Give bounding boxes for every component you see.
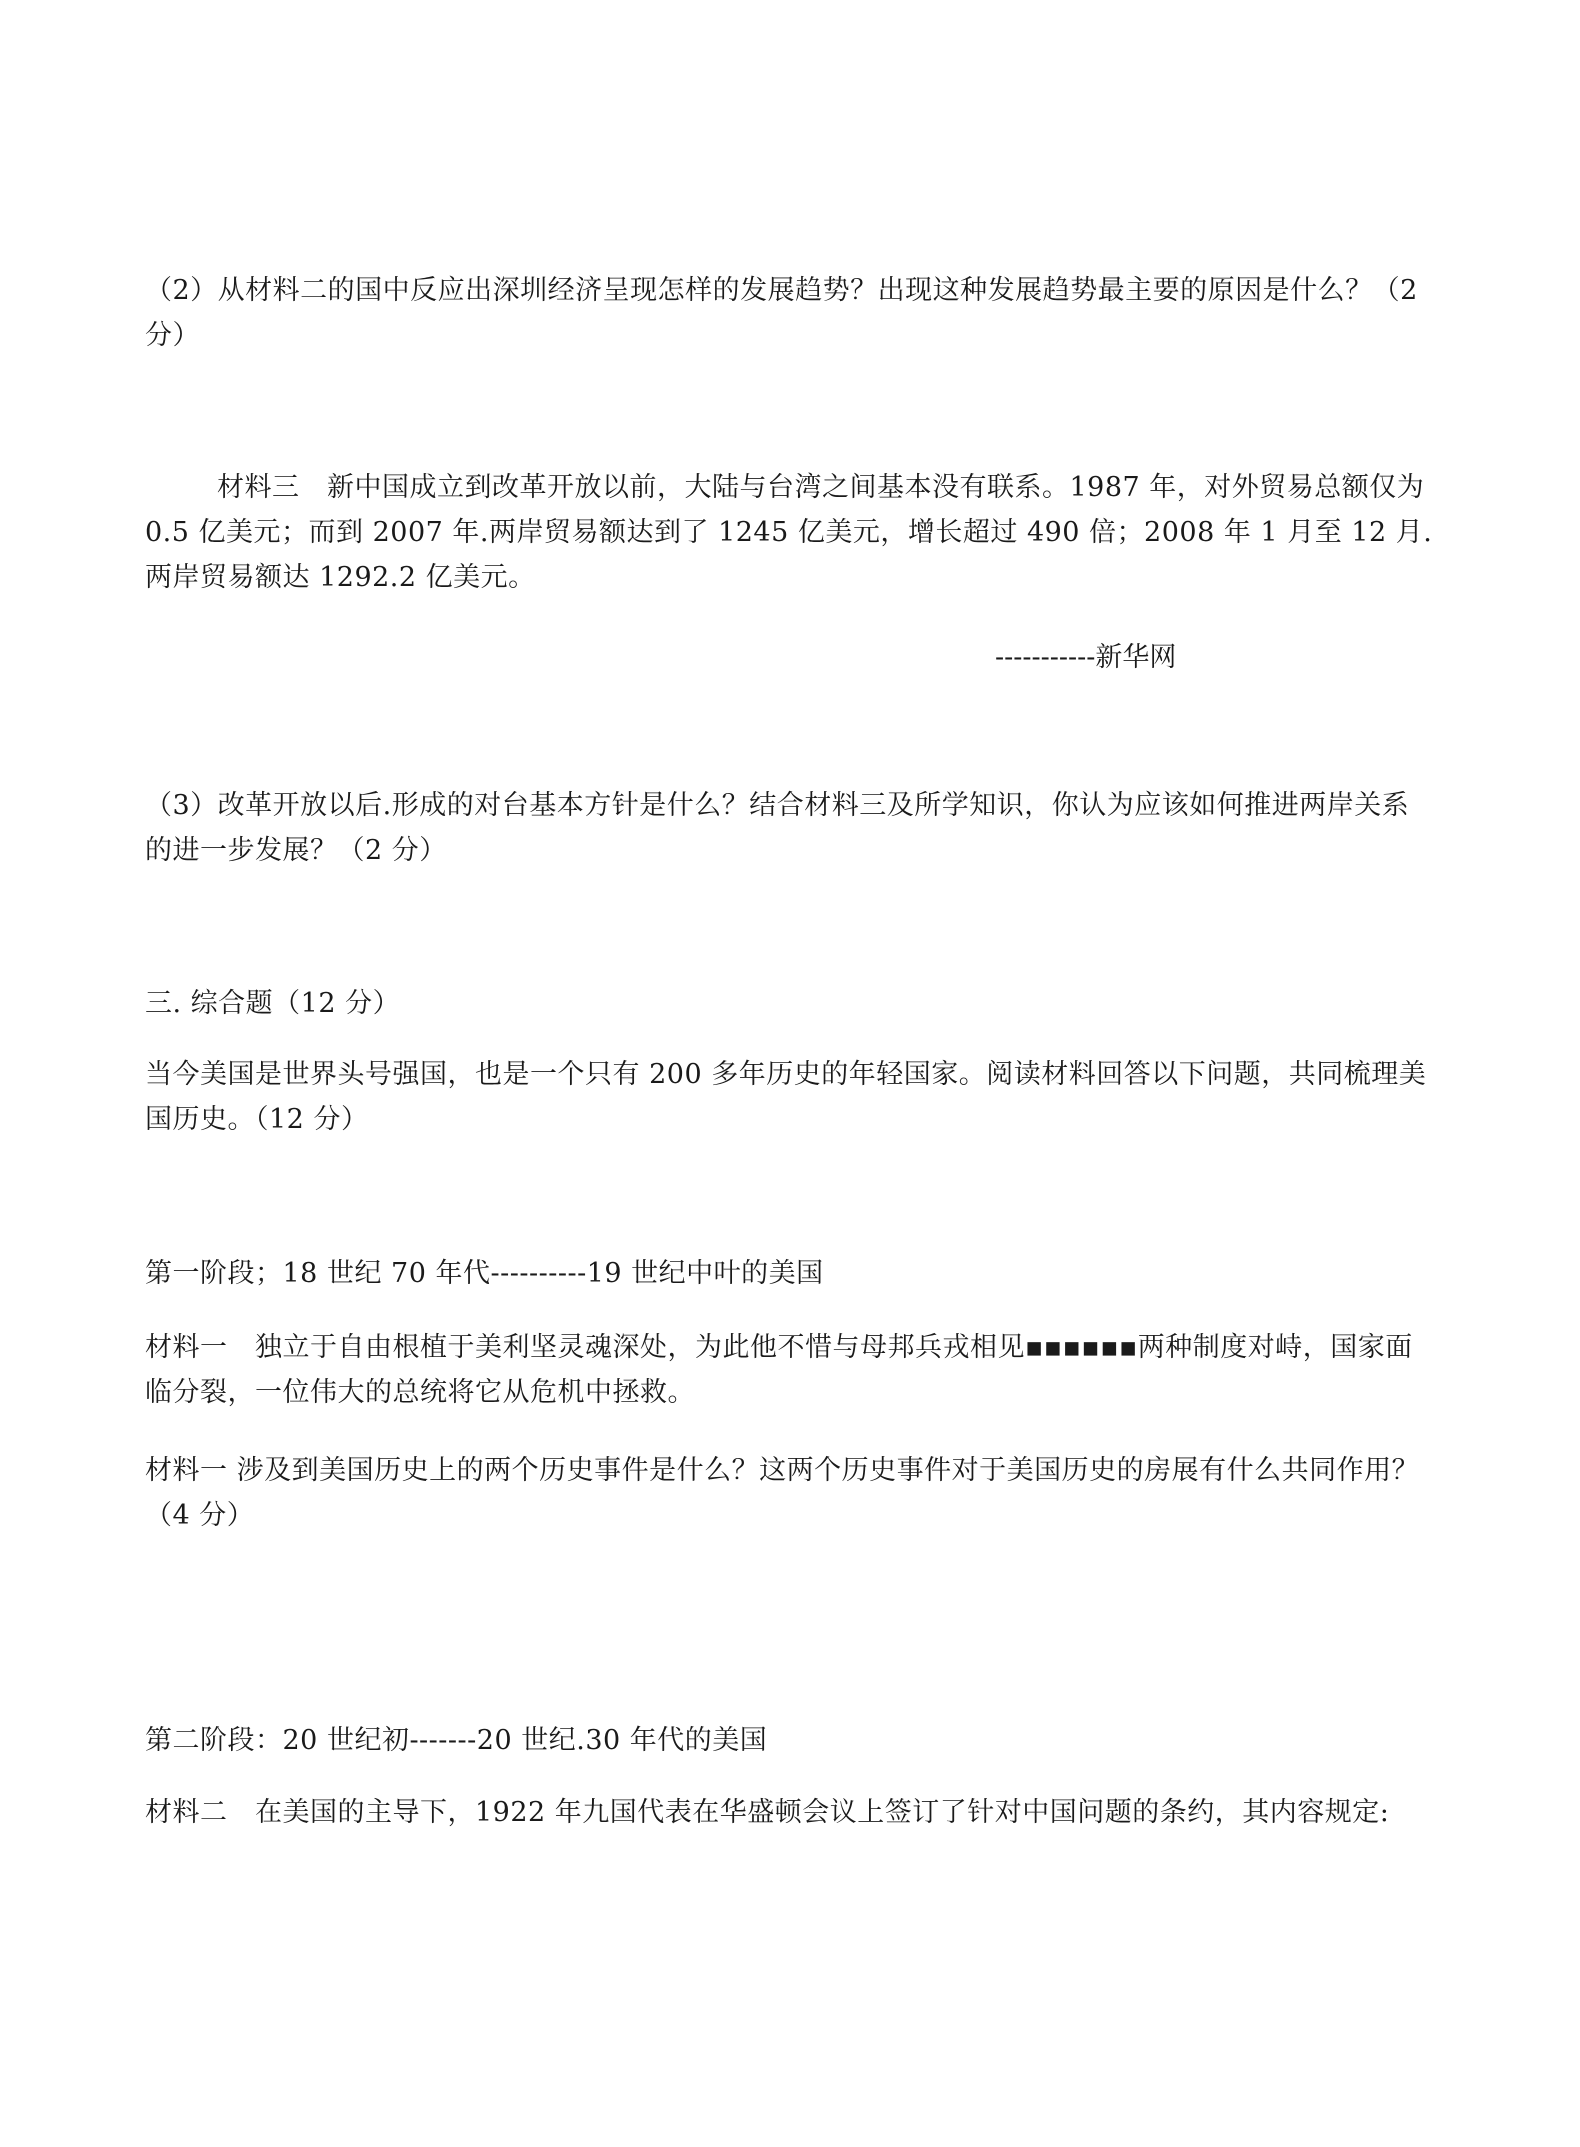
stage-1-title: 第一阶段；18 世纪 70 年代----------19 世纪中叶的美国 (145, 1258, 824, 1289)
material-3: 材料三 新中国成立到改革开放以前，大陆与台湾之间基本没有联系。1987 年，对外贸易总额仅为 0.5 亿美元；而到 2007 年.两岸贸易额达到了 1245 亿美元，增长超过 490 倍；2008 年 1 月至 12 月.两岸贸易额达 1292.2 亿美元。 (145, 472, 1433, 593)
section-3-title: 三. 综合题（12 分） (145, 988, 401, 1019)
stage-1-question: 材料一 涉及到美国历史上的两个历史事件是什么？这两个历史事件对于美国历史的房展有什么共同作用？（4 分） (145, 1455, 1420, 1531)
stage-1-material-1: 材料一 独立于自由根植于美利坚灵魂深处，为此他不惜与母邦兵戎相见▪▪▪▪▪▪两种制度对峙，国家面临分裂，一位伟大的总统将它从危机中拯救。 (145, 1332, 1413, 1408)
stage-2-material-2: 材料二 在美国的主导下，1922 年九国代表在华盛顿会议上签订了针对中国问题的条约，其内容规定: (145, 1797, 1390, 1828)
question-3: （3）改革开放以后.形成的对台基本方针是什么？结合材料三及所学知识，你认为应该如何推进两岸关系的进一步发展？（2 分） (145, 790, 1410, 866)
question-2: （2）从材料二的国中反应出深圳经济呈现怎样的发展趋势？出现这种发展趋势最主要的原因是什么？（2 分） (145, 275, 1418, 351)
section-3-intro: 当今美国是世界头号强国，也是一个只有 200 多年历史的年轻国家。阅读材料回答以下问题，共同梳理美国历史。（12 分） (145, 1059, 1427, 1135)
material-3-source: -----------新华网 (995, 642, 1177, 673)
stage-2-title: 第二阶段：20 世纪初-------20 世纪.30 年代的美国 (145, 1725, 768, 1756)
